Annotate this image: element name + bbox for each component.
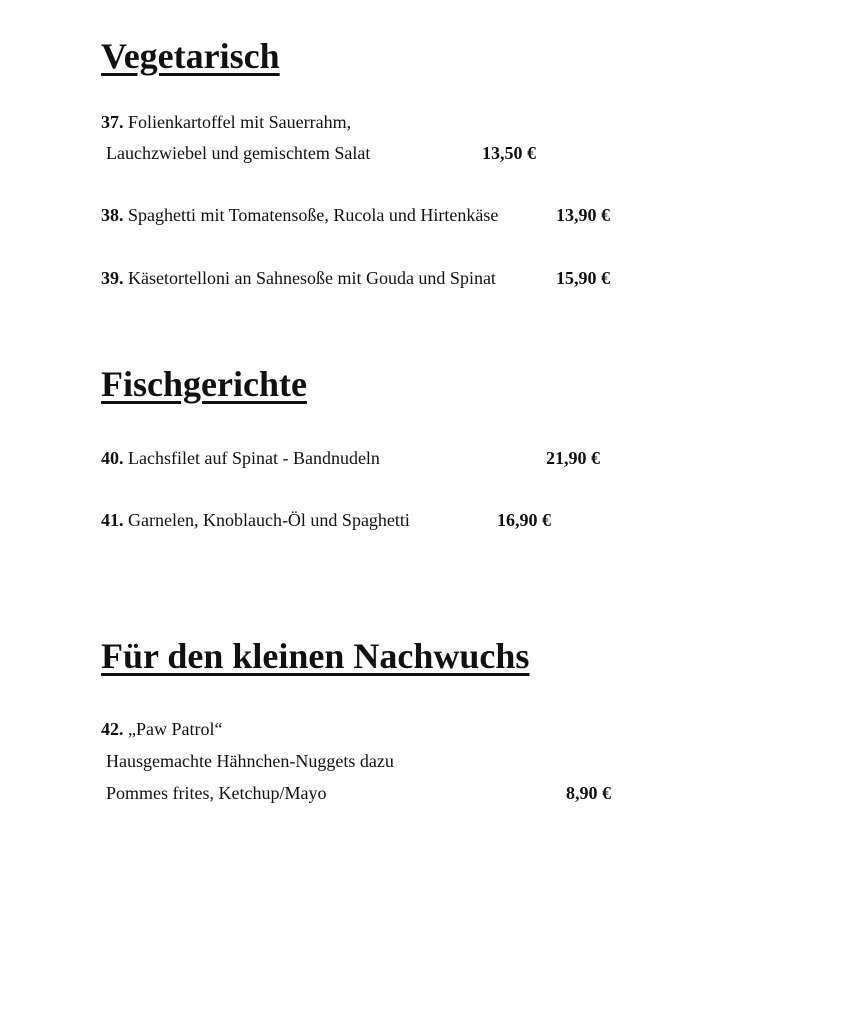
item-price: 15,90 €	[556, 268, 610, 288]
item-number: 42.	[101, 719, 124, 739]
item-description: Käsetortelloni an Sahnesoße mit Gouda und Spinat	[128, 268, 496, 288]
item-number: 37.	[101, 112, 124, 132]
item-price: 8,90 €	[566, 783, 611, 803]
section-heading-vegetarisch: Vegetarisch	[101, 36, 280, 76]
item-price: 16,90 €	[497, 510, 551, 530]
item-number: 40.	[101, 448, 124, 468]
item-description: Lachsfilet auf Spinat - Bandnudeln	[128, 448, 380, 468]
section-heading-kinder: Für den kleinen Nachwuchs	[101, 636, 530, 676]
section-heading-fischgerichte: Fischgerichte	[101, 364, 307, 404]
item-description: Lauchzwiebel und gemischtem Salat	[106, 143, 371, 163]
item-description: Pommes frites, Ketchup/Mayo	[106, 783, 327, 803]
item-price: 13,90 €	[556, 205, 610, 225]
item-description: Folienkartoffel mit Sauerrahm,	[128, 112, 352, 132]
item-price: 21,90 €	[546, 448, 600, 468]
item-description: Spaghetti mit Tomatensoße, Rucola und Hirtenkäse	[128, 205, 499, 225]
item-description: „Paw Patrol“	[128, 719, 223, 739]
item-number: 38.	[101, 205, 124, 225]
item-number: 39.	[101, 268, 124, 288]
item-description: Garnelen, Knoblauch-Öl und Spaghetti	[128, 510, 410, 530]
item-price: 13,50 €	[482, 143, 536, 163]
item-description: Hausgemachte Hähnchen-Nuggets dazu	[106, 751, 394, 771]
item-number: 41.	[101, 510, 124, 530]
